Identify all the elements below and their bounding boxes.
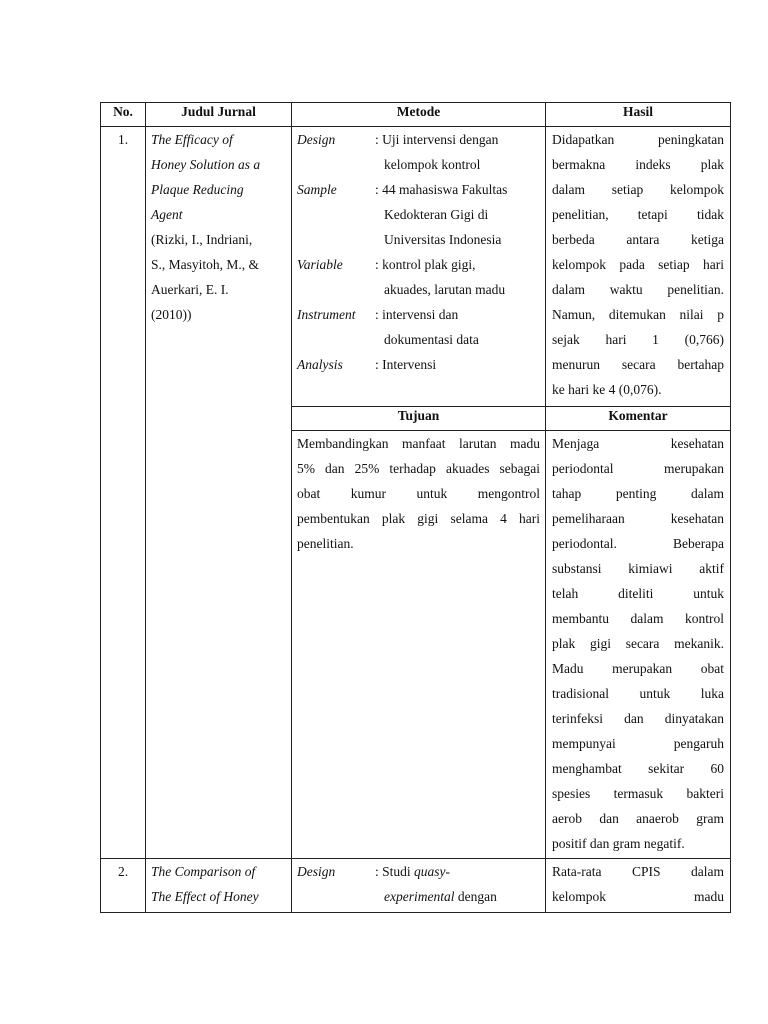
hasil-line: sejak hari 1 (0,766) — [552, 332, 724, 347]
tujuan-line: Membandingkan manfaat larutan madu — [297, 436, 540, 451]
row1-judul-cell — [145, 126, 292, 859]
sample-value: Universitas Indonesia — [384, 232, 502, 247]
hasil-line: dalam waktu penelitian. — [552, 282, 724, 297]
komentar-line: periodontal merupakan — [552, 461, 724, 476]
row2-design-label: Design — [297, 864, 336, 879]
row1-metode-cell — [291, 126, 546, 407]
komentar-line: periodontal. Beberapa — [552, 536, 724, 551]
komentar-line: membantu dalam kontrol — [552, 611, 724, 626]
tujuan-line: pembentukan plak gigi selama 4 hari — [297, 511, 540, 526]
hasil-line: dalam setiap kelompok — [552, 182, 724, 197]
instrument-value: : intervensi dan — [375, 307, 459, 322]
row1-author-line: S., Masyitoh, M., & — [151, 257, 260, 272]
header-judul-text: Judul Jurnal — [181, 104, 256, 119]
header-metode-text: Metode — [396, 104, 441, 119]
row2-design-text: : Studi — [375, 864, 415, 879]
design-value: : Uji intervensi dengan — [375, 132, 499, 147]
row1-title-line: Honey Solution as a — [151, 157, 261, 172]
hasil-line: Namun, ditemukan nilai p — [552, 307, 724, 322]
komentar-line: positif dan gram negatif. — [552, 836, 685, 851]
instrument-label: Instrument — [297, 307, 356, 322]
row1-author-line: Auerkari, E. I. — [151, 282, 229, 297]
komentar-line: plak gigi secara mekanik. — [552, 636, 724, 651]
sample-label: Sample — [297, 182, 337, 197]
row1-hasil-cell — [545, 126, 731, 407]
row1-no-cell — [100, 126, 146, 859]
komentar-line: substansi kimiawi aktif — [552, 561, 724, 576]
komentar-line: pemeliharaan kesehatan — [552, 511, 724, 526]
row2-design-italic: quasy- — [414, 864, 451, 879]
row2-judul-cell — [145, 858, 292, 913]
hasil-line: kelompok pada setiap hari — [552, 257, 724, 272]
hasil-line: bermakna indeks plak — [552, 157, 724, 172]
tujuan-line: penelitian. — [297, 536, 354, 551]
row2-design-italic: experimental — [384, 889, 455, 904]
design-value: kelompok kontrol — [384, 157, 481, 172]
komentar-line: tradisional untuk luka — [552, 686, 724, 701]
variable-value: : kontrol plak gigi, — [375, 257, 476, 272]
komentar-line: spesies termasuk bakteri — [552, 786, 724, 801]
row1-author-line: (2010)) — [151, 307, 192, 322]
hasil-line: penelitian, tetapi tidak — [552, 207, 724, 222]
komentar-line: menghambat sekitar 60 — [552, 761, 724, 776]
row1-no: 1. — [117, 132, 129, 147]
header-no — [100, 102, 146, 127]
row2-design-value — [384, 884, 497, 909]
analysis-value: : Intervensi — [375, 357, 437, 372]
row2-hasil-line: kelompok madu — [552, 889, 724, 904]
row1-komentar-cell — [545, 430, 731, 859]
variable-label: Variable — [297, 257, 343, 272]
row1-title-line: Plaque Reducing — [151, 182, 244, 197]
hasil-line: menurun secara bertahap — [552, 357, 724, 372]
row2-title-line: The Effect of Honey — [151, 889, 259, 904]
row1-author-line: (Rizki, I., Indriani, — [151, 232, 253, 247]
sample-value: Kedokteran Gigi di — [384, 207, 489, 222]
header-hasil — [545, 102, 731, 127]
header-tujuan-text: Tujuan — [397, 408, 440, 423]
header-komentar-text: Komentar — [608, 408, 668, 423]
komentar-line: aerob dan anaerob gram — [552, 811, 724, 826]
row2-no: 2. — [117, 864, 129, 879]
tujuan-line: 5% dan 25% terhadap akuades sebagai — [297, 461, 540, 476]
komentar-line: tahap penting dalam — [552, 486, 724, 501]
header-no-text: No. — [113, 104, 133, 119]
header-hasil-text: Hasil — [622, 104, 653, 119]
row1-title-line: The Efficacy of — [151, 132, 233, 147]
komentar-line: telah diteliti untuk — [552, 586, 724, 601]
row1-tujuan-cell — [291, 430, 546, 859]
hasil-line: ke hari ke 4 (0,076). — [552, 382, 662, 397]
komentar-line: mempunyai pengaruh — [552, 736, 724, 751]
hasil-line: berbeda antara ketiga — [552, 232, 724, 247]
header-tujuan — [291, 406, 546, 431]
komentar-line: Menjaga kesehatan — [552, 436, 724, 451]
sample-value: : 44 mahasiswa Fakultas — [375, 182, 508, 197]
header-komentar — [545, 406, 731, 431]
header-metode — [291, 102, 546, 127]
komentar-line: terinfeksi dan dinyatakan — [552, 711, 724, 726]
row2-hasil-line: Rata-rata CPIS dalam — [552, 864, 724, 879]
analysis-label: Analysis — [297, 357, 343, 372]
design-label: Design — [297, 132, 336, 147]
hasil-line: Didapatkan peningkatan — [552, 132, 724, 147]
row2-design-value — [375, 859, 450, 884]
row2-metode-cell — [291, 858, 546, 913]
instrument-value: dokumentasi data — [384, 332, 479, 347]
komentar-line: Madu merupakan obat — [552, 661, 724, 676]
row2-no-cell — [100, 858, 146, 913]
row1-title-line: Agent — [151, 207, 183, 222]
header-judul — [145, 102, 292, 127]
variable-value: akuades, larutan madu — [384, 282, 506, 297]
tujuan-line: obat kumur untuk mengontrol — [297, 486, 540, 501]
row2-hasil-cell — [545, 858, 731, 913]
row2-title-line: The Comparison of — [151, 864, 256, 879]
literature-table — [100, 102, 731, 913]
row2-design-text: dengan — [454, 889, 497, 904]
